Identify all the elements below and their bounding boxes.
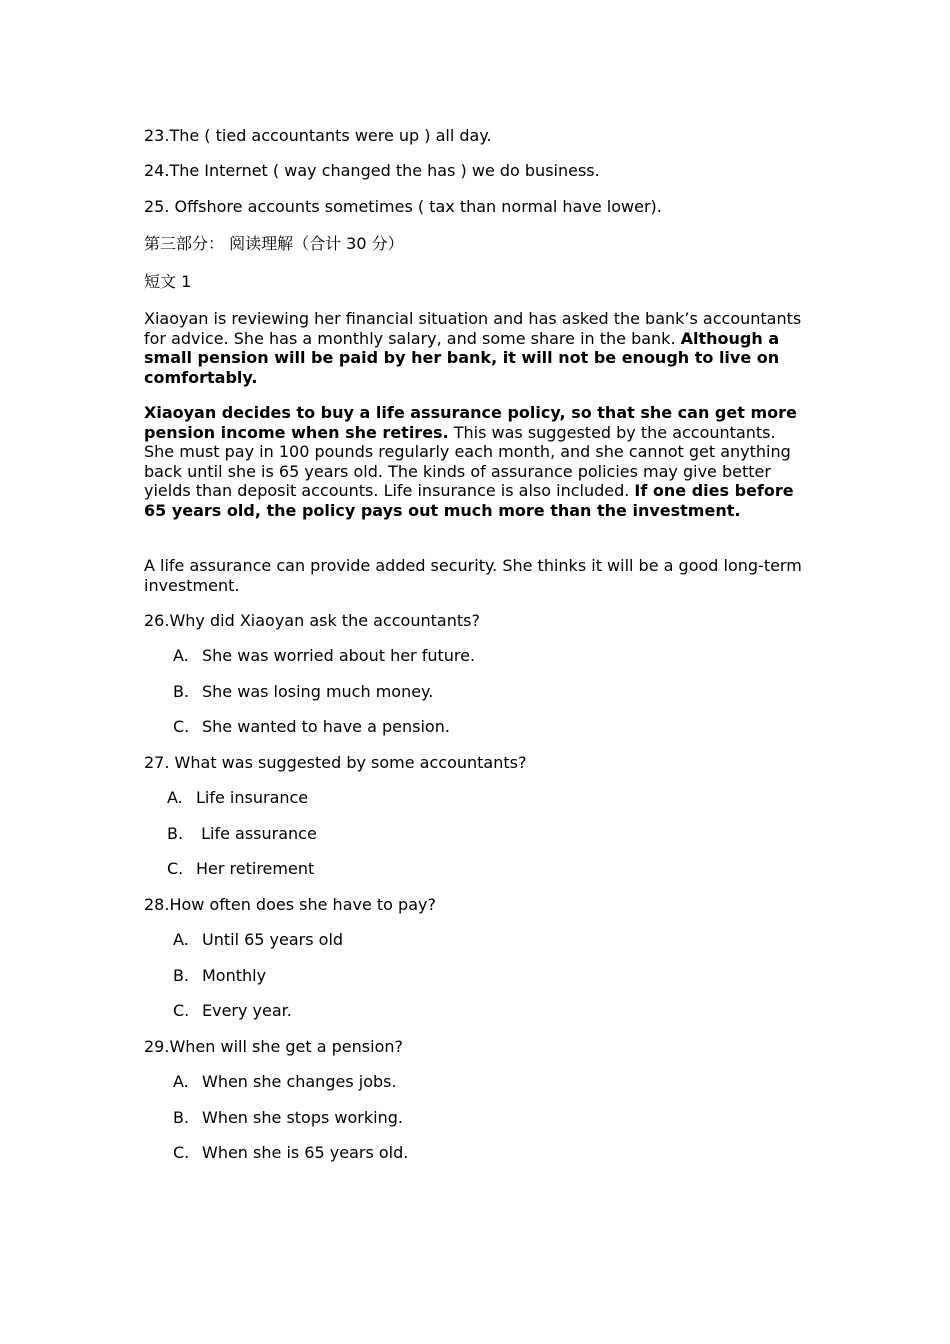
option-letter: A.	[173, 1072, 189, 1091]
option-text: When she changes jobs.	[202, 1072, 397, 1091]
section-heading: 第三部分： 阅读理解（合计 30 分）	[144, 234, 404, 253]
option-28-c	[173, 1001, 292, 1021]
passage-paragraph-3: A life assurance can provide added security. She thinks it will be a good long-term investment.	[144, 556, 802, 595]
passage-paragraph-1	[144, 309, 809, 387]
passage-bold-text: Xiaoyan decides to buy a life assurance policy, so that she can get more pension income when she retires.	[144, 403, 797, 442]
option-letter: B.	[173, 966, 190, 985]
option-29-c	[173, 1143, 408, 1163]
question-text: The ( tied accountants were up ) all day.	[169, 126, 492, 145]
option-26-a	[173, 646, 475, 666]
question-27	[144, 753, 526, 773]
option-letter: B.	[173, 682, 190, 701]
question-text: Why did Xiaoyan ask the accountants?	[169, 611, 480, 630]
passage-bold-text: Although a small pension will be paid by her bank, it will not be enough to live on comfortably.	[144, 328, 780, 387]
question-29	[144, 1037, 403, 1057]
option-letter: A.	[173, 930, 189, 949]
option-text: Life assurance	[196, 824, 317, 843]
option-28-a	[173, 930, 343, 950]
passage-text: This was suggested by the accountants. She must pay in 100 pounds regularly each month, and she cannot get anything back until she is 65 years old. The kinds of assurance policies may give better yields than deposit accounts. Life insurance is also included.	[144, 422, 791, 500]
passage-bold-text: If one dies before 65 years old, the policy pays out much more than the investment.	[144, 481, 794, 520]
question-number: 29.	[144, 1037, 170, 1056]
question-23	[144, 126, 492, 146]
option-letter: C.	[173, 1143, 190, 1162]
question-number: 24.	[144, 161, 170, 180]
option-text: When she is 65 years old.	[202, 1143, 409, 1162]
option-27-a	[167, 788, 308, 808]
question-26	[144, 611, 480, 631]
question-number: 27.	[144, 753, 170, 772]
question-24	[144, 161, 600, 181]
question-text: When will she get a pension?	[169, 1037, 403, 1056]
option-letter: B.	[173, 1108, 190, 1127]
passage-paragraph-2	[144, 403, 809, 520]
option-text: She was losing much money.	[202, 682, 434, 701]
question-text: The Internet ( way changed the has ) we do business.	[169, 161, 600, 180]
question-number: 23.	[144, 126, 170, 145]
question-text: How often does she have to pay?	[169, 895, 436, 914]
question-number: 26.	[144, 611, 170, 630]
option-26-c	[173, 717, 450, 737]
option-29-a	[173, 1072, 397, 1092]
option-26-b	[173, 682, 433, 702]
option-29-b	[173, 1108, 403, 1128]
option-28-b	[173, 966, 266, 986]
option-letter: B.	[167, 824, 184, 843]
option-letter: C.	[167, 859, 184, 878]
option-letter: C.	[173, 717, 190, 736]
option-text: Every year.	[202, 1001, 292, 1020]
question-text: Offshore accounts sometimes ( tax than normal have lower).	[174, 197, 662, 216]
option-letter: C.	[173, 1001, 190, 1020]
option-letter: A.	[173, 646, 189, 665]
option-27-c	[167, 859, 314, 879]
passage-text: Xiaoyan is reviewing her financial situation and has asked the bank’s accountants for advice. She has a monthly salary, and some share in the bank.	[144, 309, 802, 348]
option-text: She was worried about her future.	[202, 646, 476, 665]
question-25	[144, 197, 662, 217]
passage-title: 短文 1	[144, 272, 192, 291]
option-text: Until 65 years old	[202, 930, 344, 949]
question-number: 25.	[144, 197, 170, 216]
option-text: When she stops working.	[202, 1108, 403, 1127]
option-27-b	[167, 824, 317, 844]
option-text: Her retirement	[196, 859, 315, 878]
option-text: Monthly	[202, 966, 267, 985]
option-letter: A.	[167, 788, 183, 807]
option-text: Life insurance	[196, 788, 309, 807]
question-28	[144, 895, 436, 915]
question-number: 28.	[144, 895, 170, 914]
option-text: She wanted to have a pension.	[202, 717, 450, 736]
question-text: What was suggested by some accountants?	[174, 753, 527, 772]
